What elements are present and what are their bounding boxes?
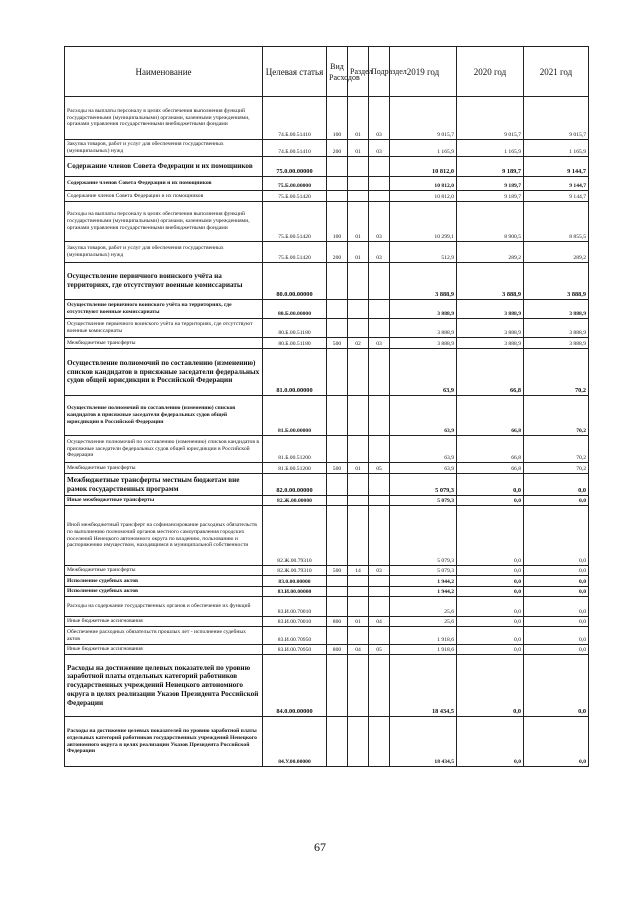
row-subsection: [369, 627, 390, 645]
table-row: [65, 349, 589, 396]
row-subsection: [369, 474, 390, 496]
row-value-2019: 1 918,6: [390, 645, 457, 655]
row-value-2021: 0,0: [524, 576, 589, 587]
row-value-2020: 0,0: [457, 496, 524, 506]
table-row: [65, 474, 589, 496]
row-name: Расходы на выплаты персоналу в целях обеспечения выполнения функций государственными (муниципальными) органами, казенными учреждениями, органами управления государственными внебюджетными фондами: [65, 202, 263, 242]
row-value-2021: 0,0: [524, 474, 589, 496]
row-name: Осуществление первичного воинского учёта на территориях, где отсутствуют военные комиссариаты: [65, 263, 263, 300]
row-name: Иной межбюджетный трансферт на софинансирование расходных обязательств по выполнению полномочий органов местного самоуправления городских поселений Ненецкого автономного округа по владению, пользованию и распоряжению имуществом, находящимся в муниципальной собственности: [65, 506, 263, 566]
table-row: [65, 587, 589, 597]
row-target-article: 83.И.00.70010: [263, 617, 327, 627]
row-target-article: 81.Б.00.00000: [263, 396, 327, 436]
table-row: [65, 300, 589, 319]
row-section: [348, 496, 369, 506]
row-value-2019: 63,9: [390, 463, 457, 474]
row-value-2020: 289,2: [457, 242, 524, 263]
row-value-2019: 3 888,9: [390, 319, 457, 338]
table-row: [65, 140, 589, 157]
row-subsection: 04: [369, 617, 390, 627]
row-subsection: 03: [369, 338, 390, 349]
row-target-article: 83.И.00.70010: [263, 597, 327, 617]
row-target-article: 82.Ж.00.00000: [263, 496, 327, 506]
row-target-article: 80.0.00.00000: [263, 263, 327, 300]
row-expense-type: [327, 191, 348, 202]
row-subsection: [369, 576, 390, 587]
row-subsection: [369, 597, 390, 617]
row-value-2021: 0,0: [524, 506, 589, 566]
row-name: Расходы на достижение целевых показателей по уровню заработной платы отдельных категорий работников государственных учреждений Ненецкого автономного округа в целях реализации Указов Президента Российской Федерации: [65, 655, 263, 717]
row-expense-type: [327, 506, 348, 566]
row-value-2020: 3 888,9: [457, 319, 524, 338]
row-section: 01: [348, 140, 369, 157]
row-name: Межбюджетные трансферты: [65, 566, 263, 576]
row-name: Иные межбюджетные трансферты: [65, 496, 263, 506]
row-value-2019: 3 888,9: [390, 263, 457, 300]
row-subsection: [369, 655, 390, 717]
row-target-article: 80.Б.00.51180: [263, 319, 327, 338]
row-section: [348, 396, 369, 436]
row-value-2020: 0,0: [457, 627, 524, 645]
row-value-2020: 9 015,7: [457, 97, 524, 140]
table-row: [65, 263, 589, 300]
row-value-2019: 25,6: [390, 617, 457, 627]
row-value-2021: 70,2: [524, 463, 589, 474]
row-value-2019: 5 079,3: [390, 496, 457, 506]
row-subsection: [369, 177, 390, 191]
row-subsection: [369, 496, 390, 506]
row-section: [348, 627, 369, 645]
row-value-2019: 63,9: [390, 349, 457, 396]
row-subsection: [369, 349, 390, 396]
row-value-2019: 25,6: [390, 597, 457, 617]
table-row: [65, 506, 589, 566]
table-row: [65, 191, 589, 202]
row-expense-type: [327, 177, 348, 191]
row-value-2020: 0,0: [457, 576, 524, 587]
row-name: Содержание членов Совета Федерации и их помощников: [65, 157, 263, 177]
row-value-2021: 3 888,9: [524, 319, 589, 338]
row-expense-type: [327, 263, 348, 300]
row-subsection: 05: [369, 463, 390, 474]
row-expense-type: [327, 319, 348, 338]
table-row: [65, 566, 589, 576]
row-value-2021: 0,0: [524, 627, 589, 645]
row-value-2020: 0,0: [457, 717, 524, 767]
header-target-article: Целевая статья: [263, 47, 327, 97]
row-value-2019: 3 888,9: [390, 338, 457, 349]
row-target-article: 75.Б.00.51420: [263, 242, 327, 263]
row-expense-type: 200: [327, 242, 348, 263]
row-value-2019: 18 434,5: [390, 717, 457, 767]
row-value-2019: 10 299,1: [390, 202, 457, 242]
row-name: Закупка товаров, работ и услуг для обеспечения государственных (муниципальных) нужд: [65, 242, 263, 263]
row-expense-type: 500: [327, 338, 348, 349]
table-row: [65, 436, 589, 463]
row-value-2020: 3 888,9: [457, 263, 524, 300]
row-value-2020: 66,8: [457, 349, 524, 396]
row-target-article: 84.0.00.00000: [263, 655, 327, 717]
row-name: Исполнение судебных актов: [65, 587, 263, 597]
row-section: [348, 717, 369, 767]
row-name: Содержание членов Совета Федерации и их помощников: [65, 177, 263, 191]
row-subsection: 03: [369, 242, 390, 263]
row-subsection: 03: [369, 140, 390, 157]
row-value-2021: 3 888,9: [524, 338, 589, 349]
row-name: Межбюджетные трансферты: [65, 463, 263, 474]
row-subsection: [369, 300, 390, 319]
row-target-article: 75.Б.00.51420: [263, 202, 327, 242]
row-name: Осуществление полномочий по составлению (изменению) списков кандидатов в присяжные заседатели федеральных судов общей юрисдикции в Российской Федерации: [65, 349, 263, 396]
row-value-2019: 63,9: [390, 396, 457, 436]
table-header-row: [65, 47, 589, 97]
row-subsection: [369, 587, 390, 597]
row-value-2021: 9 144,7: [524, 177, 589, 191]
row-target-article: 82.Ж.00.79310: [263, 506, 327, 566]
row-value-2020: 0,0: [457, 597, 524, 617]
row-expense-type: 800: [327, 645, 348, 655]
row-section: 02: [348, 338, 369, 349]
row-target-article: 82.Ж.00.79310: [263, 566, 327, 576]
row-subsection: [369, 436, 390, 463]
row-value-2020: 9 189,7: [457, 177, 524, 191]
budget-table: [64, 46, 589, 767]
row-section: [348, 263, 369, 300]
row-expense-type: [327, 300, 348, 319]
row-expense-type: [327, 627, 348, 645]
row-section: 01: [348, 202, 369, 242]
row-subsection: [369, 717, 390, 767]
row-target-article: 74.Б.00.51410: [263, 97, 327, 140]
row-name: Расходы на достижение целевых показателей по уровню заработной платы отдельных категорий работников государственных учреждений Ненецкого автономного округа в целях реализации Указов Президента Российской Федерации: [65, 717, 263, 767]
row-value-2019: 10 812,0: [390, 157, 457, 177]
row-value-2020: 3 888,9: [457, 300, 524, 319]
row-value-2021: 0,0: [524, 587, 589, 597]
row-value-2019: 10 812,0: [390, 191, 457, 202]
row-value-2020: 0,0: [457, 617, 524, 627]
row-name: Межбюджетные трансферты: [65, 338, 263, 349]
row-value-2020: 9 189,7: [457, 157, 524, 177]
header-subsection: Подраздел: [369, 47, 390, 97]
row-value-2021: 1 165,9: [524, 140, 589, 157]
row-expense-type: 800: [327, 617, 348, 627]
row-name: Расходы на содержание государственных органов и обеспечение их функций: [65, 597, 263, 617]
row-target-article: 80.Б.00.51180: [263, 338, 327, 349]
row-name: Обеспечение расходных обязательств прошлых лет - исполнение судебных актов: [65, 627, 263, 645]
row-value-2019: 3 888,9: [390, 300, 457, 319]
row-name: Расходы на выплаты персоналу в целях обеспечения выполнения функций государственными (муниципальными) органами, казенными учреждениями, органами управления государственными внебюджетными фондами: [65, 97, 263, 140]
header-year-2019: 2019 год: [390, 47, 457, 97]
row-target-article: 81.Б.00.51200: [263, 436, 327, 463]
row-section: [348, 597, 369, 617]
row-name: Осуществление первичного воинского учёта на территориях, где отсутствуют военные комиссариаты: [65, 300, 263, 319]
row-value-2021: 0,0: [524, 496, 589, 506]
row-name: Иные бюджетные ассигнования: [65, 617, 263, 627]
row-section: [348, 474, 369, 496]
row-value-2021: 0,0: [524, 617, 589, 627]
row-target-article: 74.Б.00.51410: [263, 140, 327, 157]
row-value-2021: 9 144,7: [524, 191, 589, 202]
row-value-2021: 70,2: [524, 349, 589, 396]
row-expense-type: [327, 474, 348, 496]
row-value-2019: 1 918,6: [390, 627, 457, 645]
row-name: Осуществление первичного воинского учёта на территориях, где отсутствуют военные комиссариаты: [65, 319, 263, 338]
row-name: Межбюджетные трансферты местным бюджетам вне рамок государственных программ: [65, 474, 263, 496]
row-name: Осуществление полномочий по составлению (изменению) списков кандидатов в присяжные заседатели федеральных судов общей юрисдикции в Российской Федерации: [65, 436, 263, 463]
row-value-2020: 0,0: [457, 655, 524, 717]
row-value-2021: 70,2: [524, 436, 589, 463]
row-section: [348, 191, 369, 202]
table-row: [65, 645, 589, 655]
row-value-2021: 0,0: [524, 566, 589, 576]
row-value-2020: 9 189,7: [457, 191, 524, 202]
row-value-2019: 9 015,7: [390, 97, 457, 140]
row-target-article: 83.И.00.70950: [263, 645, 327, 655]
row-target-article: 75.Б.00.51420: [263, 191, 327, 202]
row-value-2021: 9 144,7: [524, 157, 589, 177]
row-value-2020: 66,8: [457, 436, 524, 463]
row-section: [348, 655, 369, 717]
row-subsection: 03: [369, 202, 390, 242]
row-section: [348, 349, 369, 396]
table-row: [65, 717, 589, 767]
header-year-2020: 2020 год: [457, 47, 524, 97]
row-expense-type: [327, 717, 348, 767]
row-value-2020: 0,0: [457, 474, 524, 496]
row-name: Исполнение судебных актов: [65, 576, 263, 587]
row-value-2019: 1 944,2: [390, 576, 457, 587]
row-value-2019: 5 079,3: [390, 474, 457, 496]
row-value-2019: 1 165,9: [390, 140, 457, 157]
row-section: 14: [348, 566, 369, 576]
row-value-2021: 3 888,9: [524, 300, 589, 319]
row-section: 01: [348, 463, 369, 474]
row-section: 01: [348, 97, 369, 140]
row-expense-type: 200: [327, 140, 348, 157]
row-section: [348, 506, 369, 566]
row-value-2021: 9 015,7: [524, 97, 589, 140]
row-expense-type: [327, 349, 348, 396]
row-value-2020: 66,8: [457, 396, 524, 436]
row-value-2021: 0,0: [524, 597, 589, 617]
table-row: [65, 576, 589, 587]
row-value-2021: 0,0: [524, 717, 589, 767]
row-value-2021: 0,0: [524, 645, 589, 655]
row-expense-type: [327, 157, 348, 177]
row-value-2019: 10 812,0: [390, 177, 457, 191]
row-section: [348, 319, 369, 338]
header-expense-type: Вид Расходов: [327, 47, 348, 97]
row-expense-type: [327, 436, 348, 463]
table-row: [65, 242, 589, 263]
row-value-2019: 63,9: [390, 436, 457, 463]
row-value-2019: 18 434,5: [390, 655, 457, 717]
row-value-2021: 0,0: [524, 655, 589, 717]
row-value-2021: 289,2: [524, 242, 589, 263]
row-value-2020: 0,0: [457, 645, 524, 655]
table-row: [65, 655, 589, 717]
row-section: [348, 157, 369, 177]
row-target-article: 75.0.00.00000: [263, 157, 327, 177]
table-row: [65, 177, 589, 191]
row-target-article: 84.У.00.00000: [263, 717, 327, 767]
row-target-article: 75.Б.00.00000: [263, 177, 327, 191]
row-subsection: 03: [369, 566, 390, 576]
row-section: 04: [348, 645, 369, 655]
row-subsection: [369, 506, 390, 566]
page-number: 67: [314, 840, 326, 854]
row-name: Осуществление полномочий по составлению (изменению) списков кандидатов в присяжные заседатели федеральных судов общей юрисдикции в Российской Федерации: [65, 396, 263, 436]
row-subsection: [369, 396, 390, 436]
row-target-article: 83.0.00.00000: [263, 576, 327, 587]
row-value-2020: 0,0: [457, 506, 524, 566]
row-section: 01: [348, 242, 369, 263]
row-expense-type: [327, 597, 348, 617]
row-subsection: 03: [369, 97, 390, 140]
row-section: [348, 436, 369, 463]
table-row: [65, 463, 589, 474]
table-row: [65, 396, 589, 436]
header-year-2021: 2021 год: [524, 47, 589, 97]
header-section: Раздел: [348, 47, 369, 97]
row-value-2019: 1 944,2: [390, 587, 457, 597]
row-subsection: [369, 191, 390, 202]
row-value-2020: 1 165,9: [457, 140, 524, 157]
row-section: [348, 587, 369, 597]
table-row: [65, 338, 589, 349]
row-value-2019: 5 079,3: [390, 506, 457, 566]
table-row: [65, 319, 589, 338]
row-section: [348, 576, 369, 587]
table-row: [65, 617, 589, 627]
table-row: [65, 627, 589, 645]
row-expense-type: [327, 587, 348, 597]
row-target-article: 81.Б.00.51200: [263, 463, 327, 474]
row-expense-type: [327, 655, 348, 717]
row-subsection: 05: [369, 645, 390, 655]
row-value-2021: 8 855,5: [524, 202, 589, 242]
row-value-2021: 3 888,9: [524, 263, 589, 300]
row-value-2020: 3 888,9: [457, 338, 524, 349]
table-row: [65, 97, 589, 140]
table-row: [65, 496, 589, 506]
row-value-2019: 5 079,3: [390, 566, 457, 576]
row-expense-type: [327, 576, 348, 587]
row-value-2020: 66,8: [457, 463, 524, 474]
table-body: [65, 97, 589, 767]
table-row: [65, 157, 589, 177]
row-value-2020: 0,0: [457, 566, 524, 576]
header-name: Наименование: [65, 47, 263, 97]
row-section: 01: [348, 617, 369, 627]
row-target-article: 81.0.00.00000: [263, 349, 327, 396]
row-value-2021: 70,2: [524, 396, 589, 436]
row-target-article: 83.И.00.70950: [263, 627, 327, 645]
row-value-2019: 512,9: [390, 242, 457, 263]
row-value-2020: 0,0: [457, 587, 524, 597]
table-row: [65, 597, 589, 617]
row-section: [348, 177, 369, 191]
row-target-article: 82.0.00.00000: [263, 474, 327, 496]
row-expense-type: 500: [327, 566, 348, 576]
row-target-article: 80.Б.00.00000: [263, 300, 327, 319]
row-section: [348, 300, 369, 319]
row-target-article: 83.И.00.00000: [263, 587, 327, 597]
row-name: Иные бюджетные ассигнования: [65, 645, 263, 655]
row-name: Закупка товаров, работ и услуг для обеспечения государственных (муниципальных) нужд: [65, 140, 263, 157]
row-subsection: [369, 263, 390, 300]
row-expense-type: [327, 396, 348, 436]
table-row: [65, 202, 589, 242]
row-expense-type: 100: [327, 202, 348, 242]
row-subsection: [369, 319, 390, 338]
row-name: Содержание членов Совета Федерации и их помощников: [65, 191, 263, 202]
row-expense-type: 500: [327, 463, 348, 474]
row-expense-type: [327, 496, 348, 506]
row-expense-type: 100: [327, 97, 348, 140]
row-subsection: [369, 157, 390, 177]
row-value-2020: 8 900,5: [457, 202, 524, 242]
